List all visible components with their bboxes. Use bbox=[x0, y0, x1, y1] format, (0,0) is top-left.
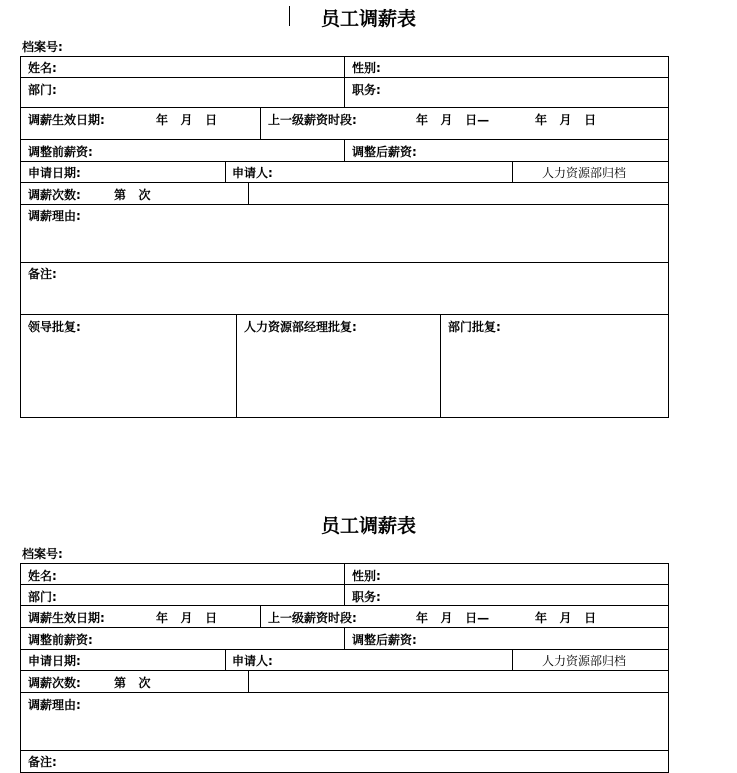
remarks-label: 备注: bbox=[28, 267, 57, 281]
name-label: 姓名: bbox=[28, 61, 57, 75]
row-divider bbox=[20, 692, 669, 693]
last-period-end: 年 月 日 bbox=[535, 113, 597, 127]
hr-manager-approval-label: 人力资源部经理批复: bbox=[244, 320, 357, 334]
row-divider bbox=[20, 605, 669, 606]
salary-before-label: 调整前薪资: bbox=[28, 145, 93, 159]
hr-archive-label: 人力资源部归档 bbox=[542, 166, 627, 180]
last-period-start: 年 月 日— bbox=[416, 611, 490, 625]
position-label: 职务: bbox=[352, 83, 381, 97]
salary-before-label: 调整前薪资: bbox=[28, 633, 93, 647]
effective-date-label: 调薪生效日期: bbox=[28, 113, 105, 127]
apply-date-label: 申请日期: bbox=[28, 166, 81, 180]
last-period-label: 上一级薪资时段: bbox=[268, 611, 357, 625]
name-label: 姓名: bbox=[28, 569, 57, 583]
applicant-label: 申请人: bbox=[232, 654, 273, 668]
archive-number-label: 档案号: bbox=[22, 40, 63, 54]
leader-approval-label: 领导批复: bbox=[28, 320, 81, 334]
adjust-count-value: 第 次 bbox=[114, 188, 151, 202]
adjust-count-value: 第 次 bbox=[114, 676, 151, 690]
gender-label: 性别: bbox=[352, 61, 381, 75]
dept-approval-label: 部门批复: bbox=[448, 320, 501, 334]
col-divider bbox=[260, 605, 261, 627]
effective-date-value: 年 月 日 bbox=[156, 113, 218, 127]
last-period-label: 上一级薪资时段: bbox=[268, 113, 357, 127]
last-period-start: 年 月 日— bbox=[416, 113, 490, 127]
col-divider bbox=[344, 563, 345, 605]
apply-date-label: 申请日期: bbox=[28, 654, 81, 668]
col-divider bbox=[512, 649, 513, 670]
effective-date-label: 调薪生效日期: bbox=[28, 611, 105, 625]
hr-archive-label: 人力资源部归档 bbox=[542, 654, 627, 668]
row-divider bbox=[20, 649, 669, 650]
col-divider bbox=[225, 649, 226, 670]
adjust-count-label: 调薪次数: bbox=[28, 188, 81, 202]
salary-after-label: 调整后薪资: bbox=[352, 633, 417, 647]
department-label: 部门: bbox=[28, 83, 57, 97]
adjust-count-label: 调薪次数: bbox=[28, 676, 81, 690]
last-period-end: 年 月 日 bbox=[535, 611, 597, 625]
remarks-label: 备注: bbox=[28, 755, 57, 769]
applicant-label: 申请人: bbox=[232, 166, 273, 180]
form-title: 员工调薪表 bbox=[320, 515, 416, 537]
reason-label: 调薪理由: bbox=[28, 209, 81, 223]
archive-number-label: 档案号: bbox=[22, 547, 63, 561]
row-divider bbox=[20, 670, 669, 671]
department-label: 部门: bbox=[28, 590, 57, 604]
form-title: 员工调薪表 bbox=[320, 8, 416, 30]
gender-label: 性别: bbox=[352, 569, 381, 583]
reason-label: 调薪理由: bbox=[28, 698, 81, 712]
col-divider bbox=[248, 670, 249, 692]
position-label: 职务: bbox=[352, 590, 381, 604]
row-divider bbox=[20, 750, 669, 751]
effective-date-value: 年 月 日 bbox=[156, 611, 218, 625]
salary-after-label: 调整后薪资: bbox=[352, 145, 417, 159]
col-divider bbox=[344, 627, 345, 649]
